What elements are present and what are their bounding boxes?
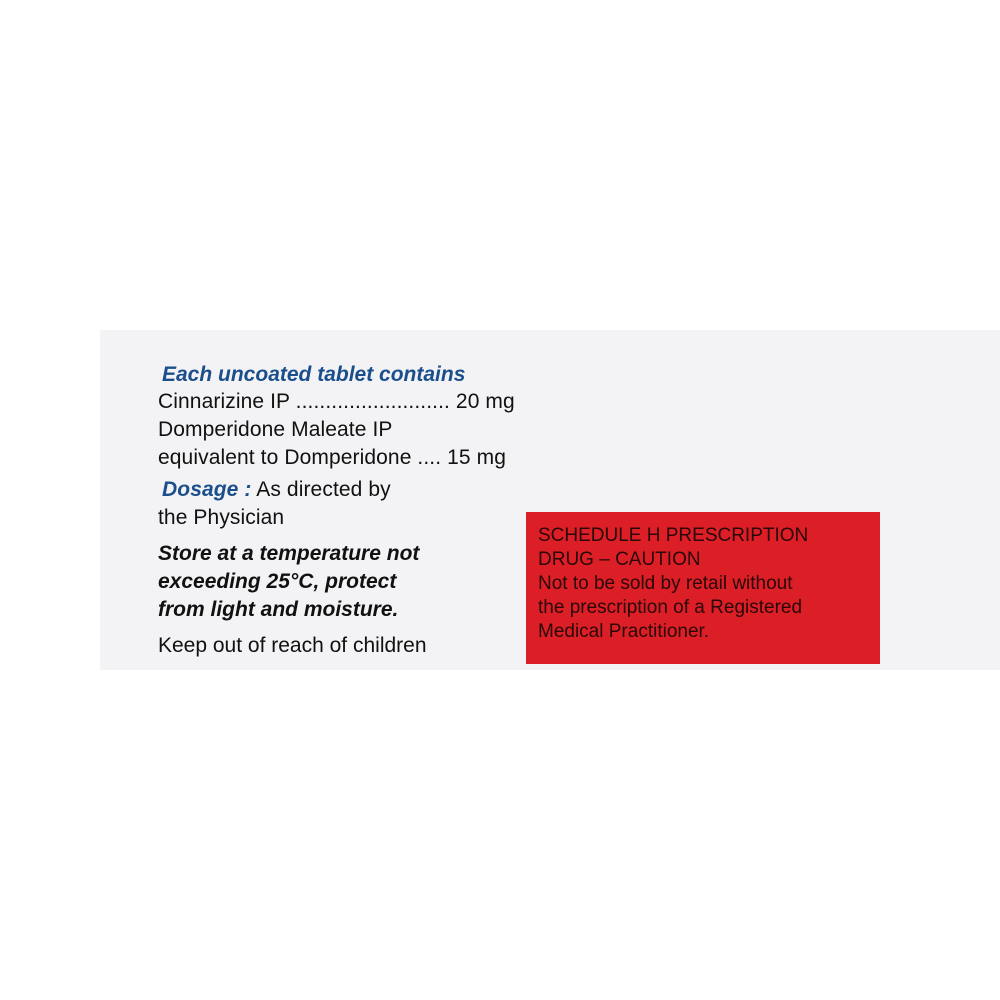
dosage-text-1: As directed by [256, 478, 391, 501]
dosage-text-2: the Physician [158, 506, 285, 529]
dosage-line-1 [158, 476, 528, 504]
storage-line-1: Store at a temperature not [158, 542, 420, 565]
cinnarizine-line: Cinnarizine IP .......................... 20 mg [158, 390, 515, 413]
storage-instructions [158, 540, 528, 624]
caution-line-1: SCHEDULE H PRESCRIPTION [538, 525, 809, 546]
dosage-label: Dosage : [162, 478, 252, 501]
composition-heading: Each uncoated tablet contains [162, 363, 466, 386]
children-warning: Keep out of reach of children [158, 634, 427, 657]
caution-line-5: Medical Practitioner. [538, 621, 710, 642]
composition-column [158, 362, 528, 660]
caution-line-4: the prescription of a Registered [538, 597, 803, 618]
storage-line-3: from light and moisture. [158, 598, 399, 621]
storage-line-2: exceeding 25°C, protect [158, 570, 397, 593]
domperidone-equivalent-line: equivalent to Domperidone .... 15 mg [158, 446, 506, 469]
label-panel [100, 330, 1000, 670]
caution-line-3: Not to be sold by retail without [538, 573, 793, 594]
dosage-block [158, 476, 528, 532]
caution-line-2: DRUG – CAUTION [538, 549, 701, 570]
domperidone-line: Domperidone Maleate IP [158, 418, 393, 441]
schedule-h-caution-box [526, 512, 880, 664]
